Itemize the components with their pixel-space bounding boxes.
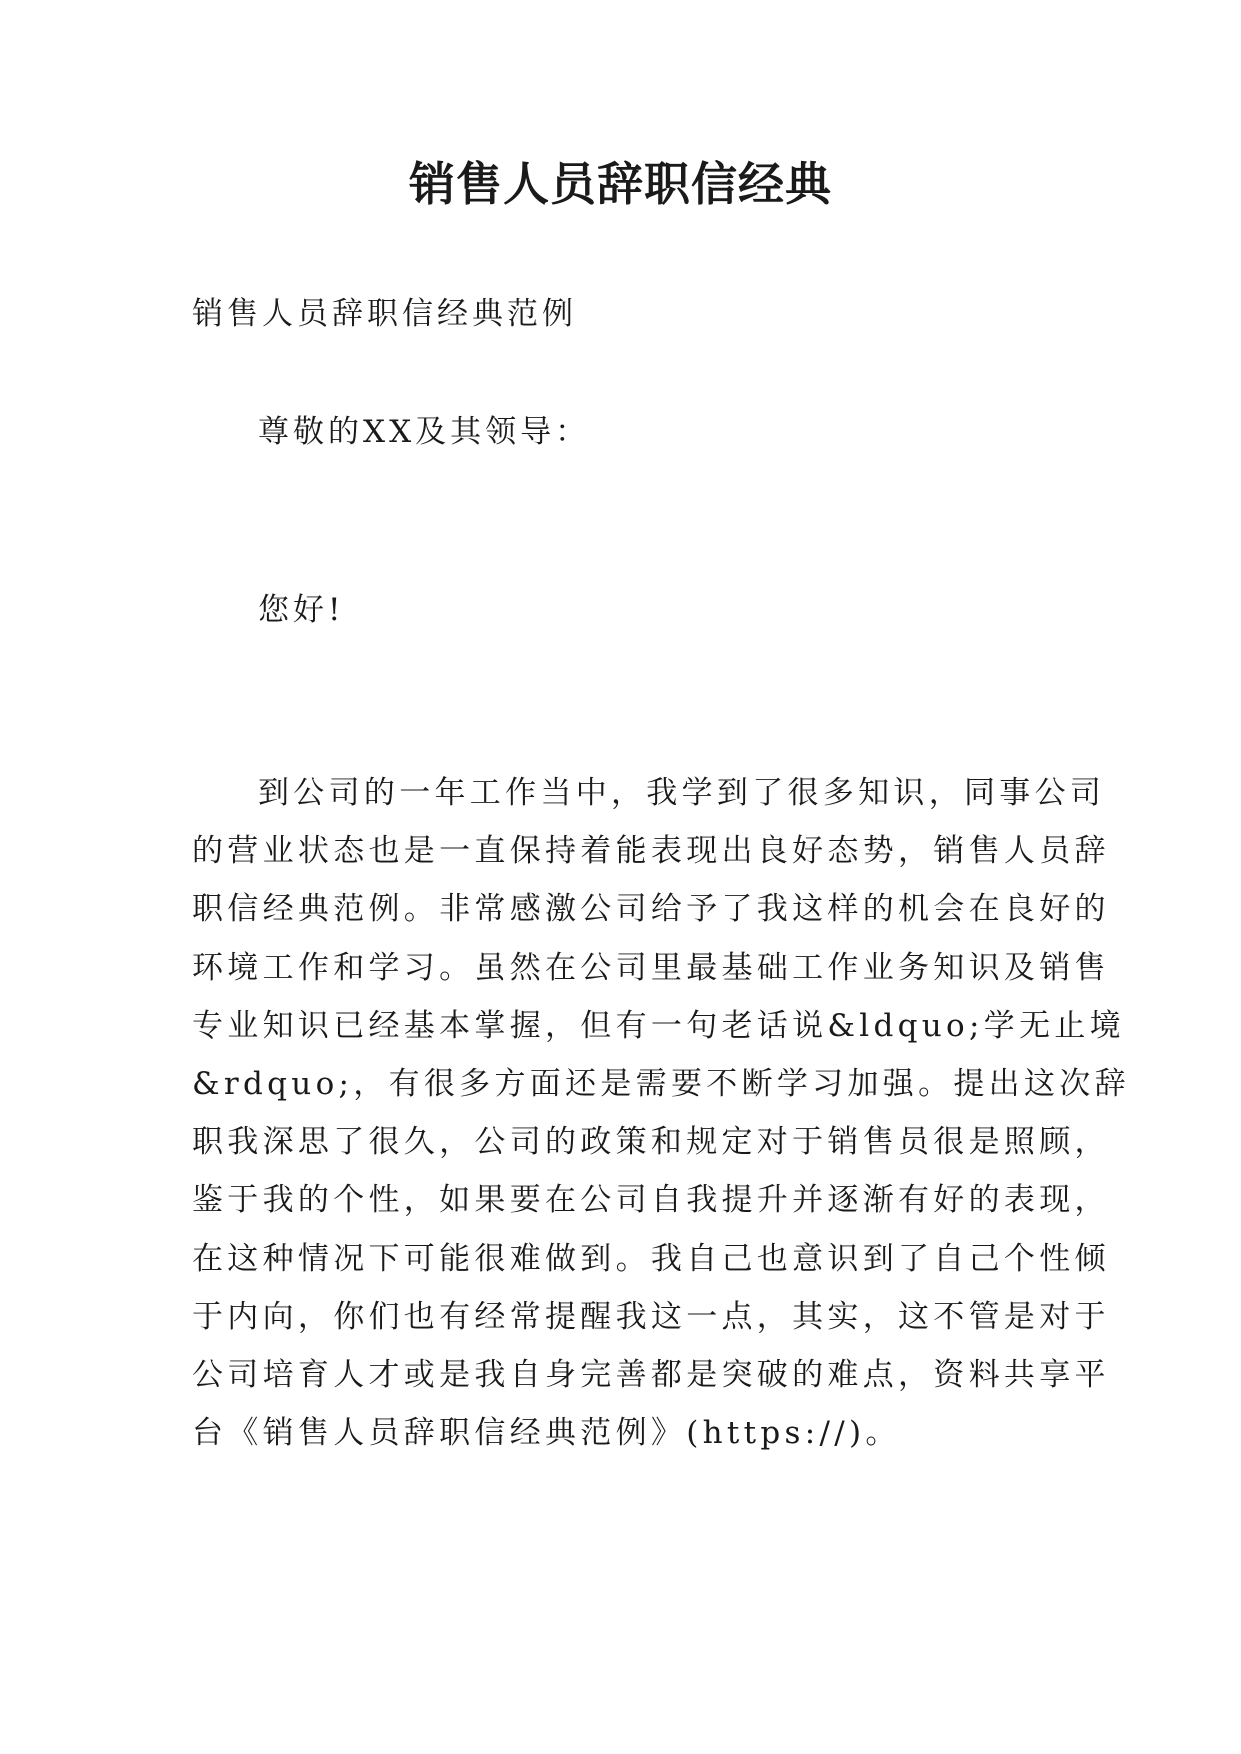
body-line: 的营业状态也是一直保持着能表现出良好态势，销售人员辞 bbox=[192, 833, 1110, 870]
document-subtitle: 销售人员辞职信经典范例 bbox=[192, 296, 577, 332]
body-line: 环境工作和学习。虽然在公司里最基础工作业务知识及销售 bbox=[192, 949, 1110, 986]
body-line: 专业知识已经基本掌握，但有一句老话说&ldquo;学无止境 bbox=[192, 1007, 1125, 1044]
letter-greeting: 您好! bbox=[258, 592, 345, 628]
body-line: 台《销售人员辞职信经典范例》(https://)。 bbox=[192, 1415, 901, 1452]
body-line: 公司培育人才或是我自身完善都是突破的难点，资料共享平 bbox=[192, 1356, 1110, 1393]
body-line: 到公司的一年工作当中，我学到了很多知识，同事公司 bbox=[258, 775, 1106, 811]
body-line: 鉴于我的个性，如果要在公司自我提升并逐渐有好的表现， bbox=[192, 1182, 1110, 1219]
body-line: 在这种情况下可能很难做到。我自己也意识到了自己个性倾 bbox=[192, 1240, 1110, 1277]
body-line: 于内向，你们也有经常提醒我这一点，其实，这不管是对于 bbox=[192, 1298, 1110, 1335]
letter-salutation: 尊敬的XX及其领导： bbox=[258, 414, 591, 450]
body-line: 职信经典范例。非常感激公司给予了我这样的机会在良好的 bbox=[192, 891, 1110, 928]
body-line: &rdquo;，有很多方面还是需要不断学习加强。提出这次辞 bbox=[192, 1065, 1130, 1102]
document-title: 销售人员辞职信经典 bbox=[409, 157, 832, 211]
body-line: 职我深思了很久，公司的政策和规定对于销售员很是照顾， bbox=[192, 1124, 1110, 1161]
letter-body-paragraph bbox=[192, 764, 1130, 1462]
